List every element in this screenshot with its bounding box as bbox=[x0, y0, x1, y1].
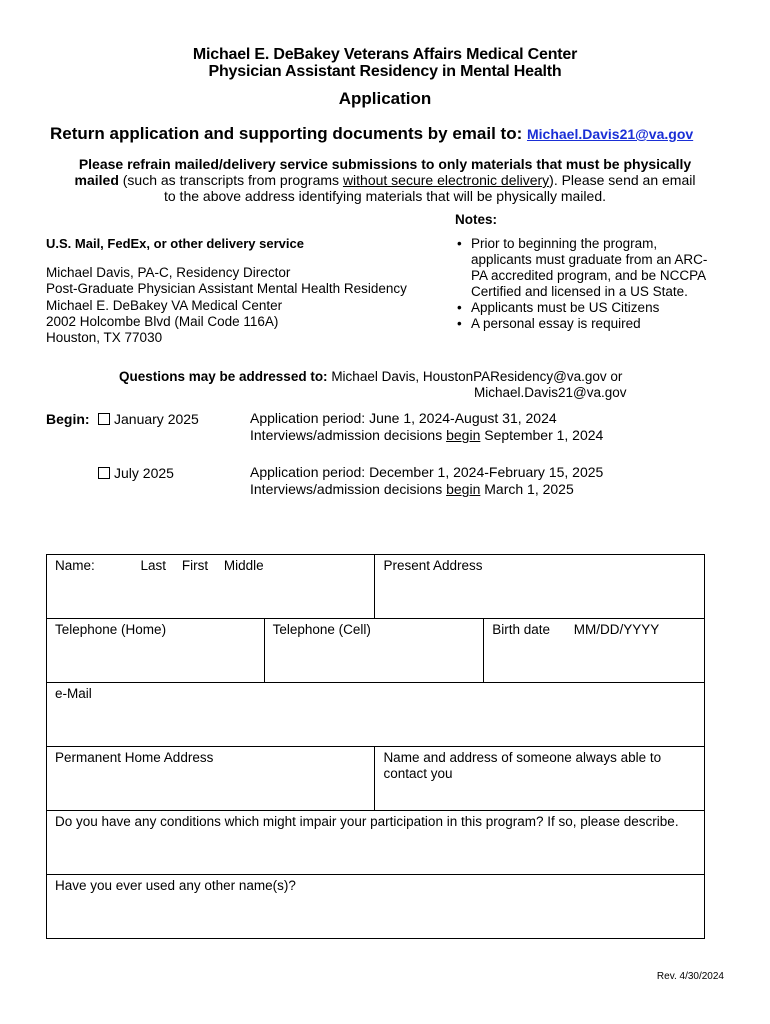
note-item: • A personal essay is required bbox=[455, 316, 720, 332]
birth-date-label: Birth date bbox=[492, 622, 551, 637]
option-january[interactable] bbox=[98, 411, 199, 427]
period-text: Application period: December 1, 2024-February 15, 2025 bbox=[250, 464, 604, 480]
interviews-text bbox=[250, 427, 603, 444]
notes-heading: Notes: bbox=[455, 212, 498, 227]
july-details bbox=[250, 464, 603, 498]
note-item: • Prior to beginning the program, applicants must graduate from an ARC-PA accredited program, and be NCCPA Certified and licensed in a US State. bbox=[455, 236, 720, 300]
title-line-1: Michael E. DeBakey Veterans Affairs Medical Center bbox=[192, 46, 578, 63]
middle-label: Middle bbox=[223, 558, 264, 573]
questions-line-1 bbox=[119, 368, 622, 385]
name-field[interactable] bbox=[47, 555, 375, 619]
mail-line: Houston, TX 77030 bbox=[46, 330, 163, 346]
refrain-paragraph bbox=[0, 156, 770, 204]
refrain-underlined: without secure electronic delivery bbox=[342, 172, 550, 188]
email-link[interactable]: Michael.Davis21@va.gov bbox=[526, 126, 694, 142]
mail-address bbox=[46, 265, 407, 346]
refrain-mailed: mailed bbox=[74, 172, 119, 188]
january-details bbox=[250, 410, 603, 444]
application-form bbox=[46, 554, 705, 939]
interviews-pre: Interviews/admission decisions bbox=[250, 427, 447, 443]
checkbox-icon[interactable] bbox=[98, 413, 110, 425]
conditions-label: Do you have any conditions which might impair your participation in this program? If so, please describe. bbox=[55, 814, 679, 829]
option-label: January 2025 bbox=[114, 411, 199, 427]
conditions-field[interactable] bbox=[47, 811, 705, 875]
notes-list bbox=[455, 236, 720, 332]
interviews-post: September 1, 2024 bbox=[480, 427, 604, 443]
email-field[interactable] bbox=[47, 683, 705, 747]
mail-line: Post-Graduate Physician Assistant Mental Health Residency bbox=[46, 281, 407, 297]
present-address-label: Present Address bbox=[383, 558, 483, 573]
tel-cell-field[interactable] bbox=[264, 619, 484, 683]
return-text: Return application and supporting documents by email to: bbox=[50, 124, 523, 143]
note-item: • Applicants must be US Citizens bbox=[455, 300, 720, 316]
option-label: July 2025 bbox=[114, 465, 174, 481]
title-line-2: Physician Assistant Residency in Mental Health bbox=[208, 63, 562, 80]
other-names-label: Have you ever used any other name(s)? bbox=[55, 878, 296, 893]
other-names-field[interactable] bbox=[47, 875, 705, 939]
email-label: e-Mail bbox=[55, 686, 92, 701]
interviews-text bbox=[250, 481, 603, 498]
title-application: Application bbox=[338, 89, 432, 108]
tel-home-field[interactable] bbox=[47, 619, 265, 683]
refrain-line-2 bbox=[0, 172, 770, 188]
checkbox-icon[interactable] bbox=[98, 467, 110, 479]
contact-field[interactable] bbox=[375, 747, 705, 811]
first-label: First bbox=[181, 558, 209, 573]
refrain-line-3: to the above address identifying materials that will be physically mailed. bbox=[163, 188, 606, 204]
questions-email: Michael.Davis21@va.gov bbox=[474, 385, 627, 400]
mail-line: Michael Davis, PA-C, Residency Director bbox=[46, 265, 291, 280]
mail-line: 2002 Holcombe Blvd (Mail Code 116A) bbox=[46, 313, 279, 329]
period-text: Application period: June 1, 2024-August 31, 2024 bbox=[250, 410, 557, 426]
interviews-begin: begin bbox=[446, 427, 481, 443]
present-address-field[interactable] bbox=[375, 555, 705, 619]
name-label: Name: bbox=[55, 558, 95, 573]
revision-date: Rev. 4/30/2024 bbox=[656, 971, 724, 982]
refrain-line-1: Please refrain mailed/delivery service submissions to only materials that must be physically bbox=[78, 156, 692, 172]
refrain-text-a: (such as transcripts from programs bbox=[118, 172, 343, 188]
mail-line: Michael E. DeBakey VA Medical Center bbox=[46, 297, 283, 313]
interviews-begin: begin bbox=[446, 481, 481, 497]
questions-text-1: Michael Davis, HoustonPAResidency@va.gov or bbox=[327, 369, 623, 384]
interviews-pre: Interviews/admission decisions bbox=[250, 481, 447, 497]
begin-label: Begin: bbox=[46, 411, 90, 427]
refrain-text-b: ). Please send an email bbox=[549, 172, 696, 188]
interviews-post: March 1, 2025 bbox=[480, 481, 574, 497]
questions-label: Questions may be addressed to: bbox=[119, 369, 328, 384]
tel-home-label: Telephone (Home) bbox=[55, 622, 167, 637]
birth-date-field[interactable] bbox=[484, 619, 705, 683]
return-instructions bbox=[50, 124, 750, 144]
contact-label: Name and address of someone always able to contact you bbox=[383, 750, 662, 781]
birth-format-label: MM/DD/YYYY bbox=[573, 622, 660, 637]
permanent-address-label: Permanent Home Address bbox=[55, 750, 214, 765]
option-july[interactable] bbox=[98, 465, 174, 481]
mail-heading: U.S. Mail, FedEx, or other delivery service bbox=[46, 236, 304, 251]
last-label: Last bbox=[140, 558, 167, 573]
tel-cell-label: Telephone (Cell) bbox=[272, 622, 371, 637]
permanent-address-field[interactable] bbox=[47, 747, 375, 811]
